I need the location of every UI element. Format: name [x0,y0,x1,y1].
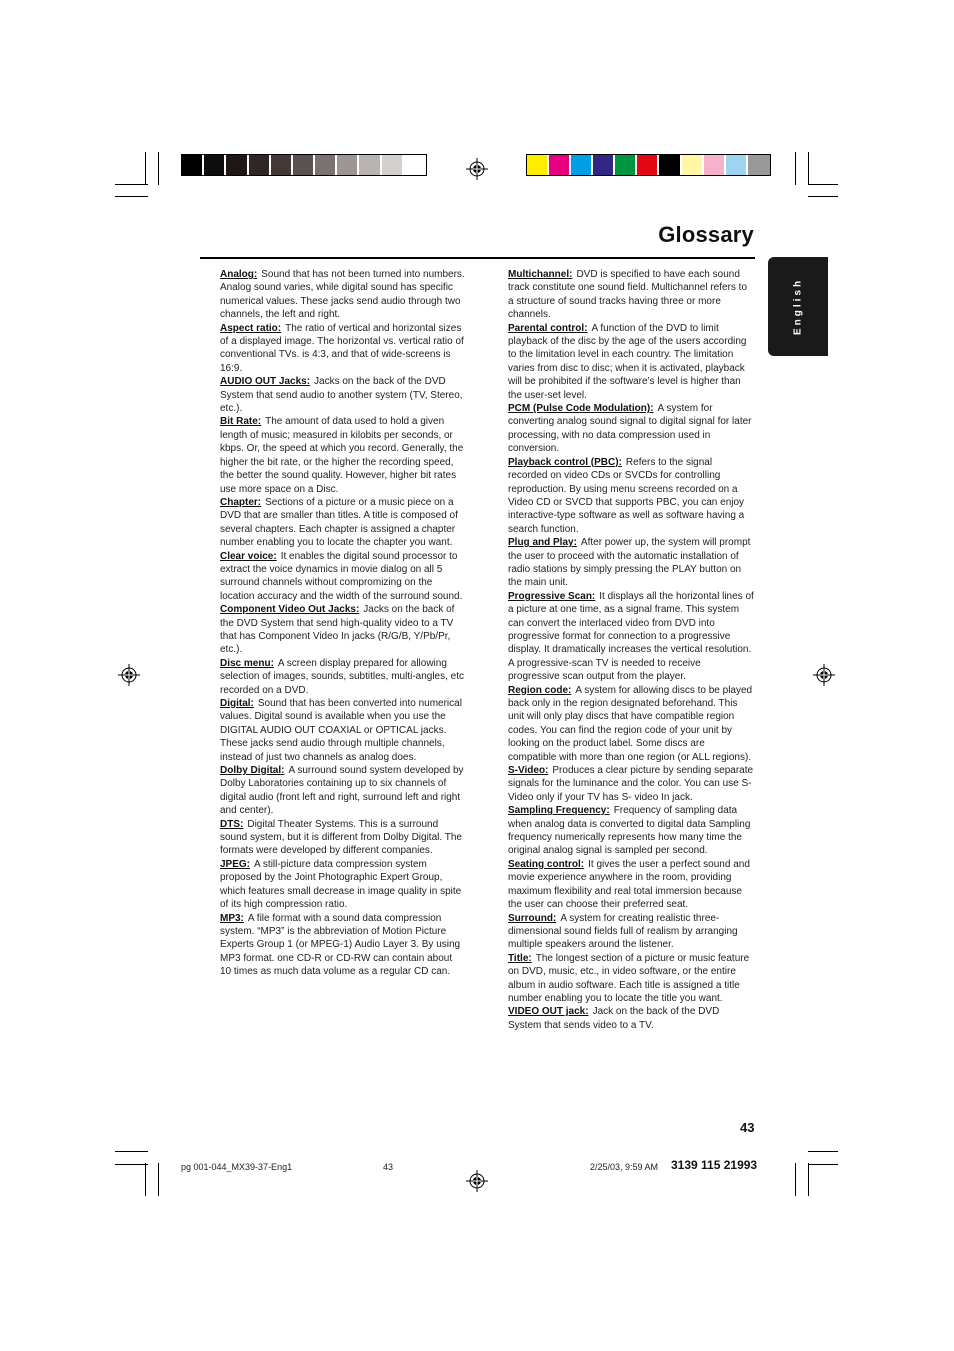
color-swatch [204,155,226,175]
crop-mark [158,1163,159,1196]
crop-mark [808,1163,809,1196]
glossary-entry [220,322,466,376]
registration-mark-icon [466,158,488,180]
color-swatch [615,155,637,175]
glossary-definition: It gives the user a perfect sound and movie experience anywhere in the room, providing maximum flexibility and real total immersion because the user can choose their preferred seat. [508,858,750,911]
glossary-entry [508,858,754,912]
crop-mark [115,184,148,185]
glossary-entry [508,456,754,536]
color-swatch [249,155,271,175]
glossary-definition: Refers to the signal recorded on video CDs or SVCDs for controlling reproduction. By using menu screens recorded on a Video CD or SVCD that supports PBC, you can enjoy interactive-type software as well as software having a search function. [508,456,745,535]
glossary-entry [220,697,466,764]
color-swatch [182,155,204,175]
glossary-definition: A system for creating realistic three-dimensional sound fields full of realism by arranging multiple speakers around the listener. [508,912,738,951]
glossary-definition: A function of the DVD to limit playback of the disc by the age of the users according to the limitation level in each country. The limitation varies from disc to disc; when it is activated, playback will be prohibited if the software’s level is higher than the user-set level. [508,322,747,401]
crop-mark [145,152,146,185]
glossary-entry [220,657,466,697]
grayscale-color-bar [181,154,427,176]
glossary-term: VIDEO OUT jack: [508,1006,589,1018]
glossary-entry [508,402,754,456]
crop-mark [808,1151,838,1152]
footer-datetime: 2/25/03, 9:59 AM [590,1162,659,1172]
crop-mark [808,152,809,185]
glossary-definition: The longest section of a picture or music feature on DVD, music, etc., in video software, or the entire album in audio software. Each title is assigned a title number enabling you to locate the title you want. [508,952,750,1004]
glossary-term: Parental control: [508,322,588,334]
glossary-definition: Sound that has not been turned into numbers. Analog sound varies, while digital sound has specific numerical values. These jacks send audio through two channels, the left and right. [220,269,465,321]
glossary-definition: A system for converting analog sound signal to digital signal for later processing, with no data compression used in conversion. [508,403,752,455]
glossary-term: Playback control (PBC): [508,456,622,468]
glossary-term: S-Video: [508,765,549,777]
glossary-definition: After power up, the system will prompt the user to proceed with the automatic installation of radio stations by simply pressing the PLAY button on the main unit. [508,537,751,589]
glossary-entry [508,912,754,952]
footer-filename: pg 001-044_MX39-37-Eng1 [181,1162,293,1172]
glossary-entry [220,912,466,979]
header-rule [200,257,755,259]
glossary-term: Component Video Out Jacks: [220,604,360,616]
color-swatch [226,155,248,175]
glossary-entry [220,550,466,604]
glossary-entry [508,536,754,590]
glossary-definition: Digital Theater Systems. This is a surround sound system, but it is different from Dolby Digital. The formats were developed by different companies. [220,818,462,857]
glossary-term: Analog: [220,269,258,280]
glossary-definition: DVD is specified to have each sound track constitute one sound field. Multichannel refers to a structure of sound tracks having three or more channels. [508,269,748,321]
glossary-entry [220,268,466,322]
color-swatch [659,155,681,175]
glossary-entry [220,603,466,657]
glossary-term: Bit Rate: [220,416,262,428]
glossary-term: Multichannel: [508,269,573,280]
crop-mark [158,152,159,185]
crop-mark [145,1163,146,1196]
color-swatch [382,155,404,175]
glossary-definition: Sound that has been converted into numerical values. Digital sound is available when you use the DIGITAL AUDIO OUT COAXIAL or OPTICAL jacks. These jacks send audio through multiple channels, instead of just two channels as analog does. [220,698,462,763]
registration-mark-icon [118,664,140,686]
glossary-entry [508,1005,754,1032]
glossary-term: MP3: [220,912,244,924]
color-swatch [271,155,293,175]
glossary-column-left [220,268,466,979]
glossary-term: Clear voice: [220,550,277,562]
color-swatch [549,155,571,175]
glossary-definition: Jacks on the back of the DVD System that send audio to another system (TV, Stereo, etc.). [220,376,463,415]
glossary-entry [220,415,466,495]
glossary-definition: The ratio of vertical and horizontal sizes of a displayed image. The horizontal vs. vertical ratio of conventional TVs. is 4:3, and that of wide-screens is 16:9. [220,322,464,374]
glossary-definition: A screen display prepared for allowing selection of images, sounds, subtitles, multi-angles, etc recorded on a DVD. [220,657,465,696]
glossary-definition: Sections of a picture or a music piece on a DVD that are smaller than titles. A title is composed of several chapters. Each chapter is assigned a chapter number enabling you to locate the chapter you want. [220,496,458,549]
glossary-term: Chapter: [220,496,262,508]
glossary-entry [508,804,754,858]
glossary-entry [508,684,754,764]
glossary-term: JPEG: [220,858,251,870]
glossary-term: Sampling Frequency: [508,805,610,817]
glossary-definition: Jack on the back of the DVD System that sends video to a TV. [508,1006,720,1031]
glossary-term: Surround: [508,912,557,924]
footer-page: 43 [383,1162,394,1172]
glossary-entry [220,858,466,912]
crop-mark [115,1151,148,1152]
glossary-term: DTS: [220,818,244,830]
color-swatch [726,155,748,175]
registration-mark-icon [466,1170,488,1192]
glossary-definition: The amount of data used to hold a given length of music; measured in kilobits per seconds, or kbps. Or, the speed at which you record. Generally, the higher the bit rate, or the higher the recording speed, the better the sound quality. However, higher bit rates use more space on a Disc. [220,416,464,495]
glossary-definition: Frequency of sampling data when analog data is converted to digital data Sampling frequency numerically represents how many time the original analog signal is sampled per second. [508,805,751,857]
color-swatch [315,155,337,175]
glossary-definition: Jacks on the back of the DVD System that send high-quality video to a TV that has Component Video In jacks (R/G/B, Y/Pb/Pr, etc.). [220,604,455,656]
glossary-entry [220,818,466,858]
glossary-term: Aspect ratio: [220,322,282,334]
glossary-entry [508,322,754,402]
crop-mark [115,1164,148,1165]
crop-mark [795,1163,796,1196]
registration-mark-icon [813,664,835,686]
color-swatch [571,155,593,175]
glossary-entry [220,764,466,818]
glossary-definition: It enables the digital sound processor to extract the voice dynamics in movie dialog on all 5 surround channels without compromizing on the location accuracy and the width of the surround sound. [220,550,463,602]
crop-mark [808,1164,838,1165]
glossary-term: Dolby Digital: [220,765,285,777]
glossary-entry [220,375,466,415]
glossary-term: Seating control: [508,858,585,870]
glossary-column-right [508,268,754,1032]
process-color-bar [526,154,771,176]
glossary-entry [508,764,754,804]
language-tab-label: English [792,277,804,336]
glossary-entry [508,590,754,684]
glossary-term: Disc menu: [220,657,274,669]
glossary-definition: A surround sound system developed by Dolby Laboratories containing up to six channels of digital audio (front left and right, surround left and right and center). [220,765,464,817]
glossary-entry [508,952,754,1006]
glossary-term: Region code: [508,684,572,696]
color-swatch [404,155,426,175]
color-swatch [293,155,315,175]
color-swatch [748,155,770,175]
glossary-term: PCM (Pulse Code Modulation): [508,403,654,415]
color-swatch [704,155,726,175]
color-swatch [359,155,381,175]
language-tab [768,257,828,356]
color-swatch [682,155,704,175]
glossary-definition: Produces a clear picture by sending separate signals for the luminance and the color. You can use S-Video only if your TV has S- video In jack. [508,765,754,803]
glossary-definition: It displays all the horizontal lines of a picture at one time, as a signal frame. This system can convert the interlaced video from DVD into progressive format for connection to a progressive display. It dramatically increases the vertical resolution. A progressive-scan TV is needed to receive progressive scan output from the player. [508,590,754,683]
color-swatch [593,155,615,175]
crop-mark [795,152,796,185]
glossary-definition: A still-picture data compression system proposed by the Joint Photographic Expert Group, which features small decrease in image quality in spite of its high compression ratio. [220,858,462,911]
glossary-entry [220,496,466,550]
glossary-term: AUDIO OUT Jacks: [220,376,311,388]
glossary-term: Title: [508,952,532,964]
color-swatch [527,155,549,175]
glossary-term: Progressive Scan: [508,590,596,602]
glossary-definition: A file format with a sound data compression system. “MP3” is the abbreviation of Motion Picture Experts Group 1 (or MPEG-1) Audio Layer 3. By using MP3 format. one CD-R or CD-RW can contain about 10 times as much data volume as a regular CD can. [220,912,461,978]
glossary-entry [508,268,754,322]
glossary-definition: A system for allowing discs to be played back only in the region designated beforehand. This unit will only play discs that have compatible region codes. You can find the region code of your unit by looking on the product label. Some discs are compatible with more than one region (or ALL regions). [508,684,753,763]
page-title: Glossary [658,222,754,247]
footer-product-code: 3139 115 21993 [671,1158,758,1172]
crop-mark [115,196,148,197]
color-swatch [637,155,659,175]
glossary-term: Plug and Play: [508,537,577,549]
page-number: 43 [740,1120,755,1135]
crop-mark [808,184,838,185]
glossary-term: Digital: [220,698,254,709]
crop-mark [808,196,838,197]
color-swatch [337,155,359,175]
